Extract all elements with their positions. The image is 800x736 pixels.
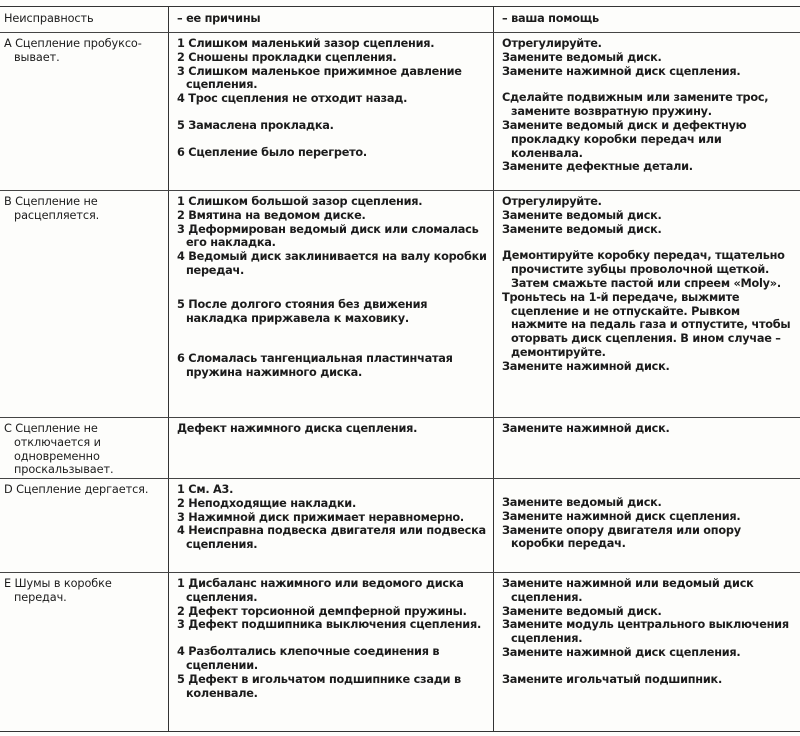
cause-item: 4 Трос сцепления не отходит назад. xyxy=(177,92,408,106)
fault-text: A Сцепление пробуксо-вывает. xyxy=(4,37,142,64)
cause-item: 4 Ведомый диск заклинивается на валу коробки передач. xyxy=(177,250,487,277)
header-causes: – ее причины xyxy=(168,7,493,32)
cause-item: 2 Неподходящие накладки. xyxy=(177,496,357,510)
remedy-item: Отрегулируйте. xyxy=(502,195,602,208)
remedies-cell xyxy=(493,191,800,417)
cause-item: 5 Замаслена прокладка. xyxy=(177,118,334,132)
fault-cell xyxy=(0,479,168,572)
table-row-d xyxy=(0,479,800,573)
cause-item: 3 Дефект подшипника выключения сцепления. xyxy=(177,618,481,632)
remedy-item: Замените модуль центрального выключения сцепления. xyxy=(502,618,789,646)
cause-item: 5 Дефект в игольчатом подшипнике сзади в коленвале. xyxy=(177,672,461,700)
remedy-item: Замените ведомый диск. xyxy=(502,604,662,618)
remedy-item: Демонтируйте коробку передач, тщательно прочистите зубцы проволочной щеткой. Затем смажьте пастой или спреем «Moly». xyxy=(502,249,785,290)
fault-cell xyxy=(0,191,168,417)
table-header-row xyxy=(0,7,800,33)
fault-text: D Сцепление дергается. xyxy=(4,483,149,496)
fault-text: E Шумы в коробке передач. xyxy=(4,577,112,604)
remedy-item: Замените нажимной диск сцепления. xyxy=(502,509,741,523)
remedy-item: Замените нажимной диск. xyxy=(502,359,670,373)
table-row-c xyxy=(0,418,800,479)
remedy-item: Замените нажимной диск. xyxy=(502,422,670,435)
fault-cell xyxy=(0,573,168,731)
header-fault: Неисправность xyxy=(4,12,94,25)
remedy-item: Замените игольчатый подшипник. xyxy=(502,672,722,686)
remedy-item: Замените ведомый диск. xyxy=(502,222,662,236)
remedy-item: Замените нажимной или ведомый диск сцепления. xyxy=(502,577,754,604)
remedy-item: Замените нажимной диск сцепления. xyxy=(502,64,741,78)
remedy-item: Замените ведомый диск. xyxy=(502,208,662,222)
cause-item: 5 После долгого стояния без движения накладка приржавела к маховику. xyxy=(177,297,428,325)
remedies-cell xyxy=(493,418,800,478)
cause-item: 3 Нажимной диск прижимает неравномерно. xyxy=(177,510,464,524)
remedy-item: Замените дефектные детали. xyxy=(502,160,693,174)
cause-item: Дефект нажимного диска сцепления. xyxy=(177,422,418,435)
remedy-item: Замените ведомый диск. xyxy=(502,50,662,64)
remedy-item: Замените ведомый диск. xyxy=(502,496,662,509)
remedies-cell xyxy=(493,573,800,731)
causes-cell xyxy=(168,33,493,190)
fault-text: C Сцепление не отключается и одновременно проскальзывает. xyxy=(4,422,114,477)
remedy-item: Сделайте подвижным или замените трос, замените возвратную пружину. xyxy=(502,91,769,119)
cause-item: 1 Дисбаланс нажимного или ведомого диска сцепления. xyxy=(177,577,464,604)
header-remedies: – ваша помощь xyxy=(493,7,800,32)
table-row-e xyxy=(0,573,800,731)
cause-item: 2 Вмятина на ведомом диске. xyxy=(177,208,366,222)
cause-item: 3 Деформирован ведомый диск или сломалась его накладка. xyxy=(177,222,479,250)
fault-text: B Сцепление не расцепляется. xyxy=(4,195,100,222)
cause-item: 1 Слишком маленький зазор сцепления. xyxy=(177,37,435,50)
cause-item: 4 Неисправна подвеска двигателя или подвеска сцепления. xyxy=(177,524,486,552)
cause-item: 6 Сломалась тангенциальная пластинчатая пружина нажимного диска. xyxy=(177,352,453,380)
cause-item: 3 Слишком маленькое прижимное давление сцепления. xyxy=(177,64,462,92)
causes-cell xyxy=(168,573,493,731)
remedy-item: Замените нажимной диск сцепления. xyxy=(502,645,741,659)
cause-item: 2 Сношены прокладки сцепления. xyxy=(177,50,397,64)
remedy-item: Отрегулируйте. xyxy=(502,37,602,50)
causes-cell xyxy=(168,479,493,572)
remedies-cell xyxy=(493,33,800,190)
remedy-item: Замените ведомый диск и дефектную прокладку коробки передач или коленвала. xyxy=(502,118,747,160)
remedies-cell xyxy=(493,479,800,572)
remedy-item: Троньтесь на 1-й передаче, выжмите сцепление и не отпускайте. Рывком нажмите на педаль газа и отпустите, чтобы оторвать диск сцепления. В ином случае – демонтируйте. xyxy=(502,290,791,359)
table-row-b xyxy=(0,191,800,418)
fault-cell xyxy=(0,418,168,478)
cause-item: 2 Дефект торсионной демпферной пружины. xyxy=(177,604,467,618)
cause-item: 1 См. А3. xyxy=(177,483,234,496)
remedy-item: Замените опору двигателя или опору коробки передач. xyxy=(502,523,741,551)
causes-cell xyxy=(168,418,493,478)
fault-cell xyxy=(0,33,168,190)
cause-item: 4 Разболтались клепочные соединения в сцеплении. xyxy=(177,645,440,672)
cause-item: 1 Слишком большой зазор сцепления. xyxy=(177,195,423,208)
causes-cell xyxy=(168,191,493,417)
table-row-a xyxy=(0,33,800,191)
cause-item: 6 Сцепление было перегрето. xyxy=(177,145,367,159)
clutch-troubleshooting-table xyxy=(0,6,800,732)
